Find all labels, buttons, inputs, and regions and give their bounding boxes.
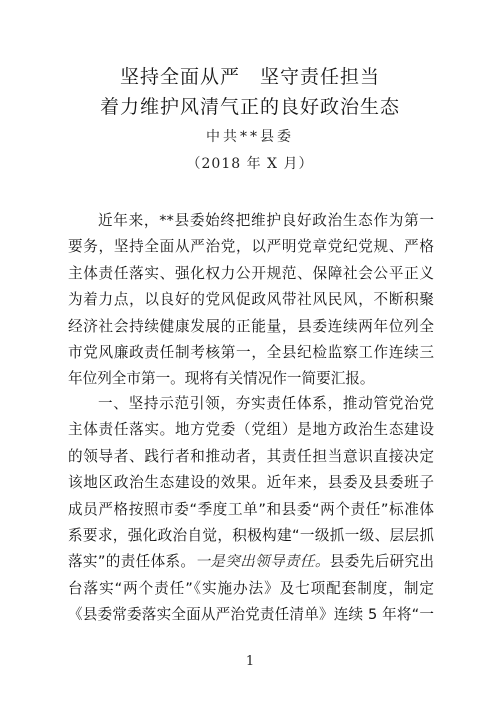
paragraph-line: 主体责任落实、强化权力公开规范、保障社会公平正义 <box>68 264 434 282</box>
paragraph-line <box>68 549 434 575</box>
paragraph-line: 成员严格按照市委“季度工单”和县委“两个责任”标准体 <box>68 500 434 518</box>
paragraph-line: 年位列全市第一。现将有关情况作一简要汇报。 <box>68 370 375 388</box>
document-author: 中共**县委 <box>206 129 294 145</box>
paragraph-line: 主体责任落实。地方党委（党组）是地方政治生态建设 <box>68 421 434 439</box>
emphasis-subheading: 一是突出领导责任。 <box>195 553 330 571</box>
document-title-line-1: 坚持全面从严 坚守责任担当 <box>119 66 380 88</box>
document-date: （2018 年 X 月） <box>186 156 314 172</box>
paragraph-line-text: 落实”的责任体系。 <box>68 553 196 571</box>
paragraph-line: 要务，坚持全面从严治党，以严明党章党纪党规、严格 <box>68 238 434 256</box>
paragraph-line: 的领导者、践行者和推动者，其责任担当意识直接决定 <box>68 447 434 465</box>
paragraph-section-one <box>68 391 434 629</box>
paragraph-line: 经济社会持续健康发展的正能量，县委连续两年位列全 <box>68 317 434 335</box>
paragraph-line: 《县委常委落实全面从严治党责任清单》连续 5 年将“一 <box>68 606 434 624</box>
paragraph-line: 该地区政治生态建设的效果。近年来，县委及县委班子 <box>68 474 434 492</box>
paragraph-line: 系要求，强化政治自觉，积极构建“一级抓一级、层层抓 <box>68 526 434 544</box>
paragraph-line: 近年来，**县委始终把维护良好政治生态作为第一 <box>98 212 434 229</box>
document-title-line-2: 着力维护风清气正的良好政治生态 <box>99 96 400 118</box>
page-number: 1 <box>245 654 255 669</box>
paragraph-line-text: 县委先后研究出 <box>329 553 434 571</box>
paragraph-line: 一、坚持示范引领，夯实责任体系，推动管党治党 <box>98 395 434 412</box>
paragraph-line: 台落实“两个责任”《实施办法》及七项配套制度，制定 <box>68 579 434 597</box>
paragraph-intro <box>68 208 434 393</box>
paragraph-line: 为着力点，以良好的党风促政风带社风民风，不断积聚 <box>68 291 434 309</box>
paragraph-line: 市党风廉政责任制考核第一，全县纪检监察工作连续三 <box>68 343 434 361</box>
